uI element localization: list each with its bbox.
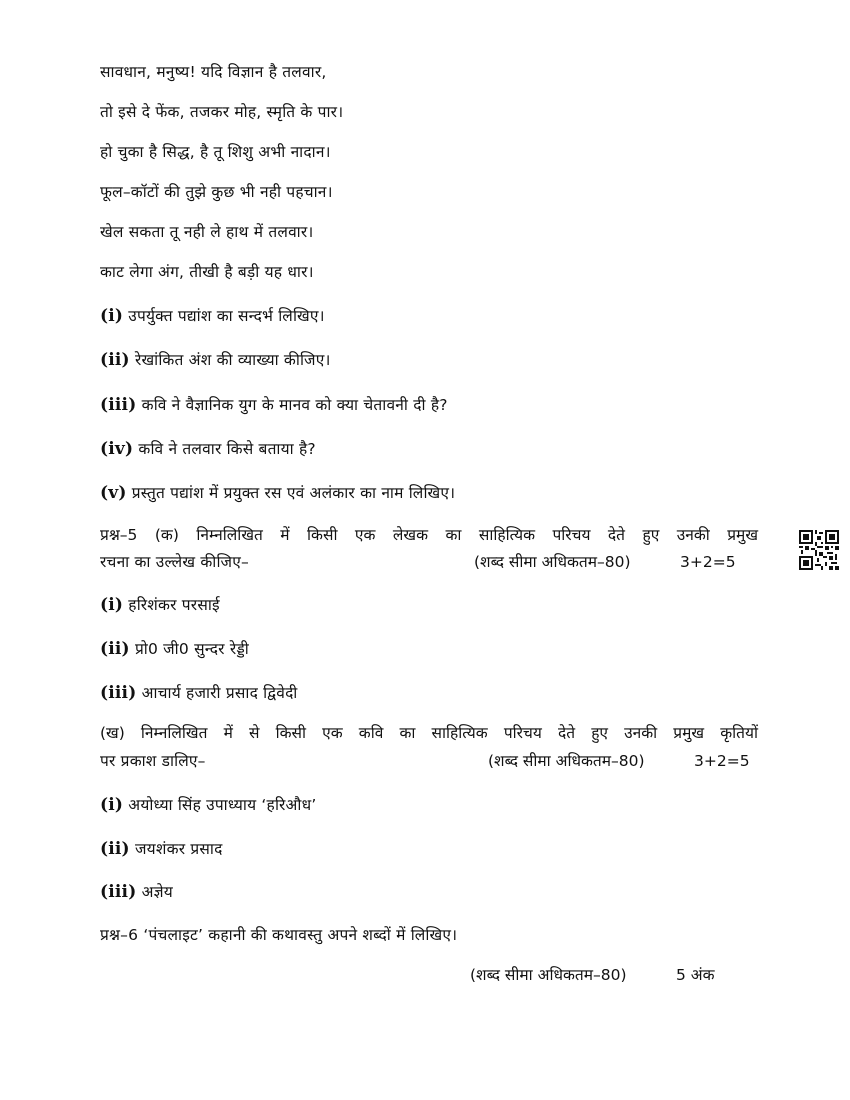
option-text: जयशंकर प्रसाद bbox=[134, 840, 223, 858]
question-text: रेखांकित अंश की व्याख्या कीजिए। bbox=[134, 351, 331, 369]
question-item bbox=[100, 395, 448, 415]
option-text: आचार्य हजारी प्रसाद द्विवेदी bbox=[141, 684, 298, 702]
question-text: उपर्युक्त पद्यांश का सन्दर्भ लिखिए। bbox=[128, 307, 325, 325]
q5-kha-heading-cont: पर प्रकाश डालिए– bbox=[100, 752, 206, 770]
poem-line: खेल सकता तू नही ले हाथ में तलवार। bbox=[100, 223, 314, 241]
question-item bbox=[100, 306, 325, 326]
option-item bbox=[100, 639, 249, 659]
q5-ka-heading: प्रश्न–5 (क) निम्नलिखित में किसी एक लेखक का साहित्यिक परिचय देते हुए उनकी प्रमुख bbox=[100, 526, 758, 544]
question-number: (v) bbox=[100, 483, 127, 503]
option-text: हरिशंकर परसाई bbox=[128, 596, 220, 614]
option-item bbox=[100, 595, 220, 615]
question-number: (iii) bbox=[100, 395, 137, 415]
marks: 5 अंक bbox=[676, 966, 715, 984]
option-number: (iii) bbox=[100, 683, 137, 703]
poem-line: सावधान, मनुष्य! यदि विज्ञान है तलवार, bbox=[100, 63, 327, 81]
poem-line: फूल–कॉटों की तुझे कुछ भी नही पहचान। bbox=[100, 183, 333, 201]
option-text: प्रो0 जी0 सुन्दर रेड्डी bbox=[134, 640, 249, 658]
word-limit: (शब्द सीमा अधिकतम–80) bbox=[470, 966, 627, 984]
q5-ka-heading-cont: रचना का उल्लेख कीजिए– bbox=[100, 553, 249, 571]
poem-line: तो इसे दे फेंक, तजकर मोह, स्मृति के पार। bbox=[100, 103, 344, 121]
question-number: (iv) bbox=[100, 439, 134, 459]
option-number: (ii) bbox=[100, 839, 130, 859]
poem-line: काट लेगा अंग, तीखी है बड़ी यह धार। bbox=[100, 263, 314, 281]
option-number: (i) bbox=[100, 795, 124, 815]
question-text: प्रस्तुत पद्यांश में प्रयुक्त रस एवं अलंकार का नाम लिखिए। bbox=[131, 484, 456, 502]
option-item bbox=[100, 839, 223, 859]
option-text: अज्ञेय bbox=[141, 883, 173, 901]
option-number: (ii) bbox=[100, 639, 130, 659]
option-number: (i) bbox=[100, 595, 124, 615]
poem-line: हो चुका है सिद्ध, है तू शिशु अभी नादान। bbox=[100, 143, 331, 161]
question-item bbox=[100, 439, 316, 459]
qr-code-icon bbox=[799, 530, 839, 570]
question-number: (i) bbox=[100, 306, 124, 326]
q5-kha-heading: (ख) निम्नलिखित में से किसी एक कवि का साहित्यिक परिचय देते हुए उनकी प्रमुख कृतियों bbox=[100, 724, 758, 742]
option-text: अयोध्या सिंह उपाध्याय ‘हरिऔध’ bbox=[128, 796, 317, 814]
question-item bbox=[100, 350, 331, 370]
question-number: (ii) bbox=[100, 350, 130, 370]
marks: 3+2=5 bbox=[680, 553, 736, 571]
option-item bbox=[100, 795, 316, 815]
option-number: (iii) bbox=[100, 882, 137, 902]
option-item bbox=[100, 683, 298, 703]
question-text: कवि ने वैज्ञानिक युग के मानव को क्या चेतावनी दी है? bbox=[141, 396, 448, 414]
option-item bbox=[100, 882, 173, 902]
question-text: कवि ने तलवार किसे बताया है? bbox=[138, 440, 316, 458]
question-item bbox=[100, 483, 455, 503]
word-limit: (शब्द सीमा अधिकतम–80) bbox=[474, 553, 631, 571]
marks: 3+2=5 bbox=[694, 752, 750, 770]
word-limit: (शब्द सीमा अधिकतम–80) bbox=[488, 752, 645, 770]
q6-heading: प्रश्न–6 ‘पंचलाइट’ कहानी की कथावस्तु अपने शब्दों में लिखिए। bbox=[100, 926, 458, 944]
